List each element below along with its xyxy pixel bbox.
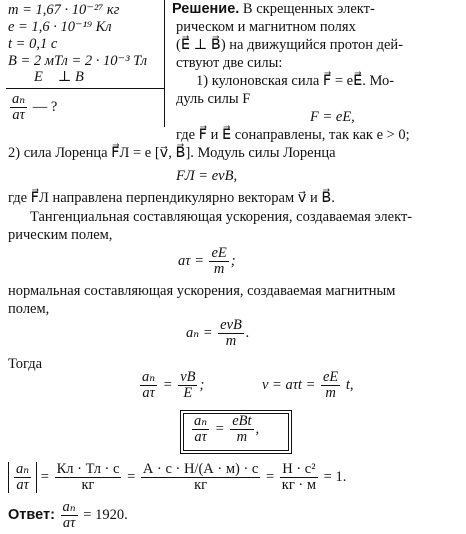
- answer-num: aₙ: [62, 499, 76, 515]
- result-eq: =: [214, 421, 225, 438]
- ratio-num: aₙ: [142, 369, 156, 385]
- ratio-den: aτ: [142, 385, 155, 402]
- units-tail: = 1.: [323, 469, 347, 486]
- find-numerator: aₙ: [12, 91, 26, 107]
- velocity-num: eE: [322, 369, 339, 385]
- units-num4: Н · с²: [282, 461, 316, 477]
- given-divider: [6, 88, 164, 89]
- eq-tangential: [178, 246, 236, 277]
- ratio-sep: ;: [199, 377, 205, 394]
- find-question: — ?: [32, 99, 58, 116]
- given-field: B = 2 мТл = 2 · 10⁻³ Тл: [8, 53, 148, 69]
- eq-result: [190, 414, 259, 445]
- ratio-num2: vB: [180, 369, 196, 385]
- given-charge: e = 1,6 · 10⁻¹⁹ Кл: [8, 19, 112, 35]
- eq-at-num: eE: [211, 245, 227, 261]
- units-den2: кг: [81, 477, 95, 494]
- answer: [8, 500, 128, 531]
- units-eq3: =: [265, 469, 275, 486]
- lorentz-direction: где F⃗Л направлена перпендикулярно векторам v⃗ и B⃗.: [8, 190, 335, 206]
- eq-an-num: evB: [220, 317, 242, 333]
- result-num: aₙ: [194, 413, 208, 429]
- normal-text-2: полем,: [8, 301, 50, 317]
- given-find: [8, 92, 57, 123]
- result-num2: eBt: [232, 413, 252, 429]
- units-den4: кг · м: [281, 477, 317, 494]
- intro-text-4: ствуют две силы:: [176, 55, 283, 71]
- units-eq2: =: [127, 469, 136, 486]
- velocity-den: m: [325, 385, 336, 402]
- units-num1: aₙ: [16, 461, 30, 477]
- units-den3: кг: [194, 477, 208, 494]
- result-den: aτ: [194, 429, 207, 446]
- units-den1: aτ: [16, 477, 29, 494]
- solution-intro-line1: [172, 1, 375, 18]
- eq-an-den: m: [225, 333, 237, 350]
- answer-label: Ответ:: [8, 507, 55, 524]
- given-perpendicular: E⃗ ⊥ B⃗: [34, 69, 96, 85]
- units-num2: Кл · Тл · с: [56, 461, 120, 477]
- coulomb-item: 1) кулоновская сила F⃗ = eE⃗. Мо-: [196, 73, 395, 89]
- eq-normal: [186, 318, 250, 349]
- ratio-den2: E: [183, 385, 193, 402]
- result-den2: m: [236, 429, 248, 446]
- normal-text-1: нормальная составляющая ускорения, создаваемая магнитным: [8, 283, 396, 299]
- intro-text-3: (E⃗ ⊥ B⃗) на движущийся протон дей-: [176, 37, 404, 53]
- coulomb-direction: где F⃗ и E⃗ сонаправлены, так как e > 0;: [176, 127, 410, 143]
- coulomb-item-cont: дуль силы F: [176, 91, 251, 107]
- eq-coulomb: F = eE,: [310, 109, 355, 125]
- ratio-eq: =: [162, 377, 173, 394]
- eq-at-den: m: [213, 261, 225, 278]
- units-eq1: =: [40, 469, 49, 486]
- eq-at-tail: ;: [230, 253, 236, 270]
- tangential-text-2: рическим полем,: [8, 227, 113, 243]
- velocity-tail: t,: [345, 377, 354, 394]
- intro-text-1: В скрещенных элект-: [242, 1, 375, 17]
- given-time: t = 0,1 с: [8, 36, 58, 52]
- intro-text-2: рическом и магнитном полях: [176, 19, 356, 35]
- given-border: [164, 0, 165, 127]
- eq-velocity: [262, 370, 354, 401]
- eq-units: [8, 462, 346, 493]
- answer-den: aτ: [62, 515, 76, 532]
- lorentz-item: 2) сила Лоренца F⃗Л = e [v⃗, B⃗]. Модуль силы Лоренца: [8, 145, 336, 161]
- result-tail: ,: [255, 421, 260, 438]
- answer-value: = 1920.: [83, 507, 128, 524]
- tangential-text-1: Тангенциальная составляющая ускорения, создаваемая элект-: [30, 209, 413, 225]
- eq-lorentz: FЛ = evB,: [176, 168, 238, 184]
- units-num3: А · с · Н/(А · м) · с: [142, 461, 259, 477]
- eq-an-lhs: aₙ =: [186, 325, 213, 342]
- eq-an-tail: .: [245, 325, 250, 342]
- velocity-lhs: v = aτt =: [262, 377, 316, 394]
- solution-heading: Решение.: [172, 1, 240, 17]
- given-mass: m = 1,67 · 10⁻²⁷ кг: [8, 2, 120, 18]
- togda-text: Тогда: [8, 356, 43, 372]
- eq-at-lhs: aτ =: [178, 253, 204, 270]
- eq-ratio: [138, 370, 204, 401]
- find-denominator: aτ: [12, 107, 25, 124]
